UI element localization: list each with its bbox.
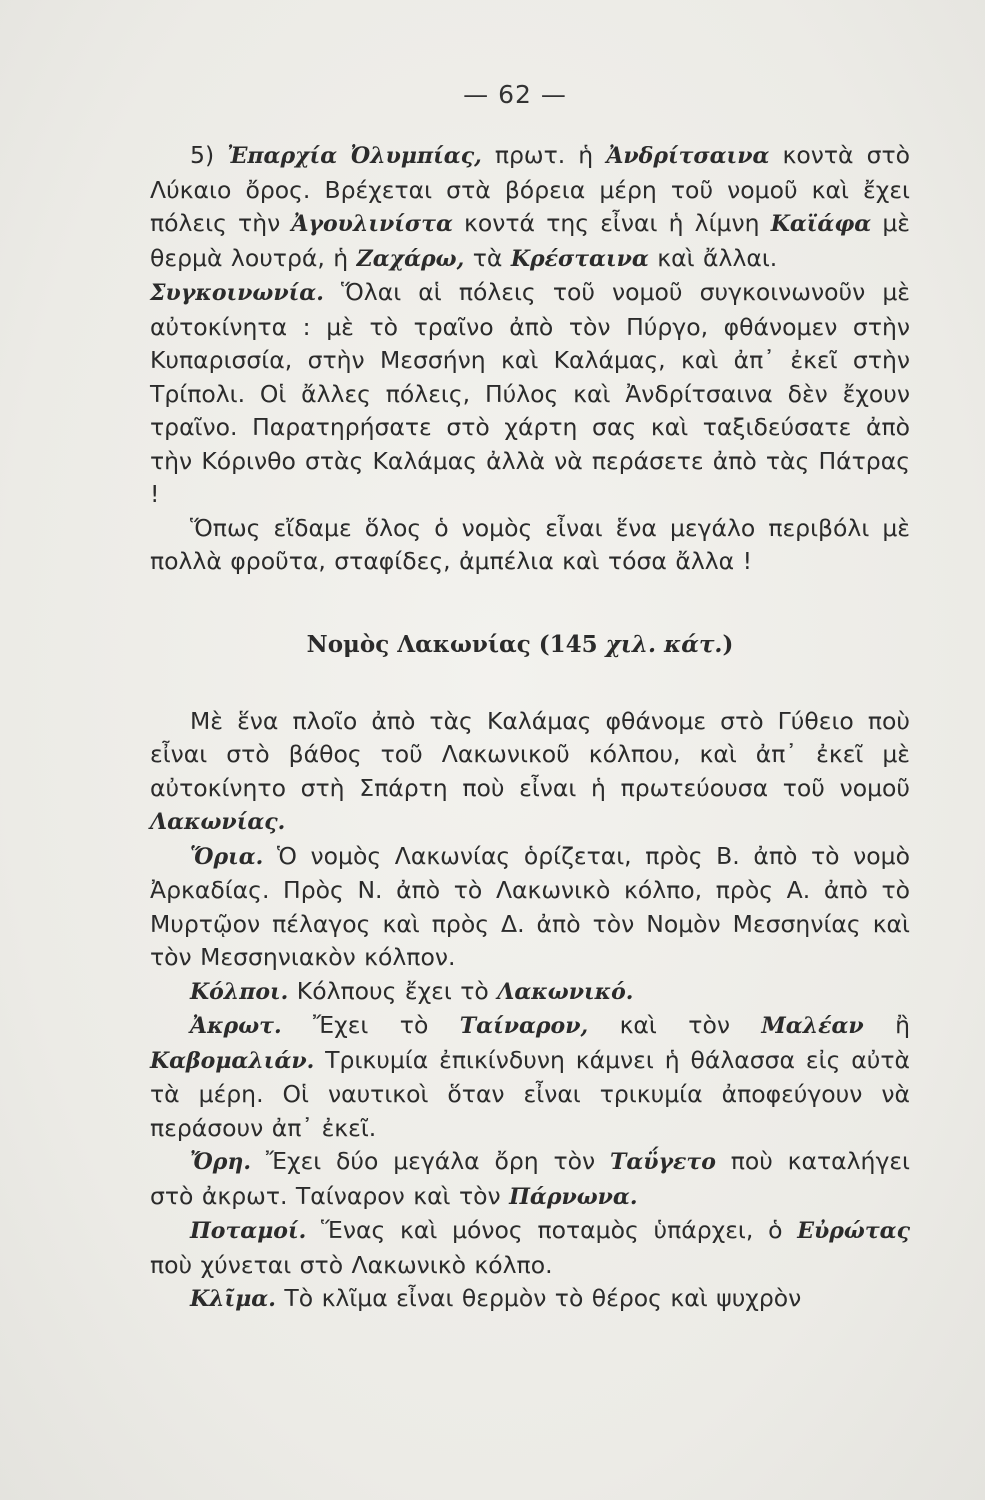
text: Ὁ νομὸς Λακωνίας ὁρίζεται, πρὸς Β. ἀπὸ τὸ νομὸ Ἀρκαδίας. Πρὸς Ν. ἀπὸ τὸ Λακωνικὸ κόλπο, πρὸς Α. ἀπὸ τὸ Μυρτῷον πέλαγος καὶ πρὸς Δ. ἀπὸ τὸν Νομὸν Μεσσηνίας καὶ τὸν Μεσσηνιακὸν κόλπον.	[150, 841, 910, 971]
section-label-mountains: Ὄρη.	[190, 1149, 252, 1175]
text: Ὅπως εἴδαμε ὅλος ὁ νομὸς εἶναι ἕνα μεγάλο περιβόλι μὲ πολλὰ φροῦτα, σταφίδες, ἀμπέλια καὶ τόσα ἄλλα !	[150, 513, 910, 575]
term-olympia-province: Ἐπαρχία Ὀλυμπίας,	[227, 143, 482, 169]
paragraph-olympia-province	[150, 139, 910, 276]
section-label-climate: Κλῖμα.	[190, 1286, 276, 1312]
term-laconia: Λακωνίας.	[150, 809, 286, 835]
term-parnonas: Πάρνωνα.	[509, 1183, 638, 1210]
paragraph-orchard	[150, 512, 910, 579]
text: Τρικυμία ἐπικίνδυνη κάμνει ἡ θάλασσα εἰς αὐτὰ τὰ μέρη. Οἱ ναυτικοὶ ὅταν εἶναι τρικυμία ἀποφεύγουν νὰ περάσουν ἀπ᾿ ἐκεῖ.	[150, 1045, 910, 1142]
paragraph-mountains	[150, 1145, 910, 1214]
section-label-capes: Ἀκρωτ.	[190, 1013, 282, 1039]
text: ποὺ καταλήγει στὸ ἀκρωτ. Ταίναρον καὶ τὸν	[150, 1147, 911, 1210]
text: τὰ	[464, 243, 511, 272]
text: καὶ ἄλλαι.	[648, 243, 778, 272]
text: ποὺ χύνεται στὸ Λακωνικὸ κόλπο.	[150, 1250, 553, 1279]
text: κοντὰ στὸ Λύκαιο ὄρος. Βρέχεται στὰ βόρεια μέρη τοῦ νομοῦ καὶ ἔχει πόλεις τὴν	[150, 141, 911, 237]
term-kaiafa: Καϊάφα	[770, 211, 872, 237]
paragraph-borders	[150, 840, 910, 975]
text: 5)	[190, 141, 228, 169]
section-label-transport: Συγκοινωνία.	[150, 280, 324, 306]
term-evrotas: Εὐρώτας	[797, 1218, 910, 1244]
page-number: — 62 —	[463, 80, 567, 109]
heading-unit: χιλ. κάτ.	[605, 630, 723, 658]
text: κοντά της εἶναι ἡ λίμνη	[452, 209, 771, 237]
text: μὲ θερμὰ λουτρά, ἡ	[150, 209, 910, 272]
term-krestena: Κρέσταινα	[510, 245, 649, 272]
paragraph-transport	[150, 276, 910, 512]
text: Ὅλαι αἱ πόλεις τοῦ νομοῦ συγκοινωνοῦν μὲ αὐτοκίνητα : μὲ τὸ τραῖνο ἀπὸ τὸν Πύργο, φθάνομεν στὴν Κυπαρισσία, στὴν Μεσσήνη καὶ Καλάμας, καὶ ἀπ᾿ ἐκεῖ στὴν Τρίπολι. Οἱ ἄλλες πόλεις, Πύλος καὶ Ἀνδρίτσαινα δὲν ἔχουν τραῖνο. Παρατηρήσατε στὸ χάρτη σας καὶ ταξιδεύσατε ἀπὸ τὴν Κόρινθο στὰς Καλάμας ἀλλὰ νὰ περάσετε ἀπὸ τὰς Πάτρας !	[150, 278, 910, 508]
term-andritsaina: Ἀνδρίτσαινα	[606, 143, 770, 169]
heading-main: Νομὸς Λακωνίας (145	[306, 630, 606, 658]
paragraph-capes	[150, 1009, 910, 1145]
paragraph-rivers	[150, 1214, 910, 1282]
text: Μὲ ἕνα πλοῖο ἀπὸ τὰς Καλάμας φθάνομε στὸ Γύθειο ποὺ εἶναι στὸ βάθος τοῦ Λακωνικοῦ κόλπου, καὶ ἀπ᾿ ἐκεῖ μὲ αὐτοκίνητο στὴ Σπάρτη ποὺ εἶναι ἡ πρωτεύουσα τοῦ νομοῦ	[150, 706, 910, 802]
section-label-rivers: Ποταμοί.	[190, 1218, 307, 1244]
text: Ἔχει δύο μεγάλα ὄρη τὸν	[251, 1147, 610, 1175]
text: καὶ τὸν	[588, 1011, 762, 1039]
term-laconian-gulf: Λακωνικό.	[497, 978, 634, 1005]
text: Ἔχει τὸ	[281, 1011, 460, 1039]
section-heading-laconia	[150, 631, 910, 658]
heading-close: )	[722, 630, 734, 658]
paragraph-climate	[150, 1282, 910, 1317]
paragraph-gulfs	[150, 975, 910, 1010]
text: ἢ	[863, 1011, 911, 1039]
term-zacharo: Ζαχάρω,	[356, 245, 465, 272]
section-label-gulfs: Κόλποι.	[190, 978, 289, 1005]
term-tainaron: Ταίναρον,	[459, 1013, 589, 1039]
section-label-borders: Ὅρια.	[190, 843, 264, 870]
paragraph-gytheio	[150, 705, 910, 840]
text: πρωτ. ἡ	[481, 141, 607, 169]
term-malea: Μαλέαν	[761, 1013, 864, 1039]
text: Τὸ κλῖμα εἶναι θερμὸν τὸ θέρος καὶ ψυχρὸν	[275, 1284, 802, 1312]
text: Ἕνας καὶ μόνος ποταμὸς ὑπάρχει, ὁ	[306, 1216, 798, 1244]
text: Κόλπους ἔχει τὸ	[288, 976, 498, 1005]
term-taygetos: Ταΰγετο	[609, 1149, 716, 1175]
term-agoulinitsa: Ἀγουλινίστα	[291, 211, 453, 237]
term-kavomalia: Καβομαλιάν.	[150, 1047, 315, 1074]
